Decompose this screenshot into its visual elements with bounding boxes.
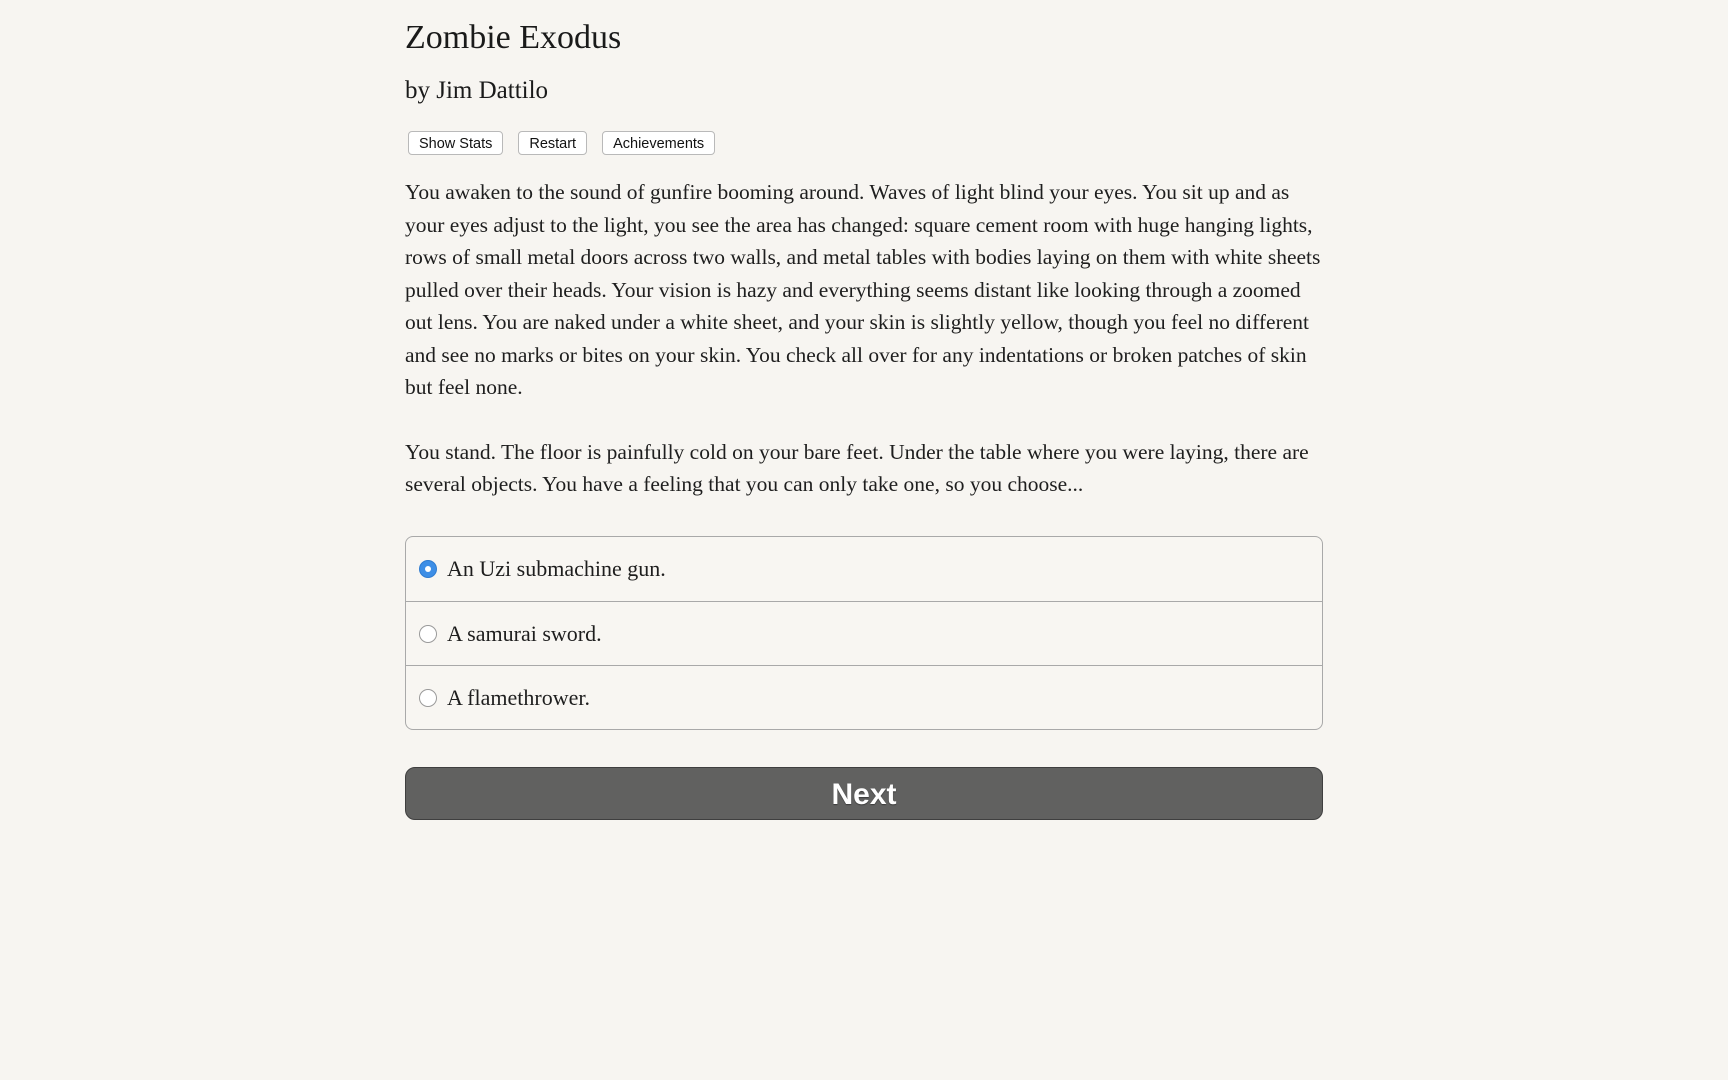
- toolbar: [408, 131, 715, 155]
- next-button[interactable]: Next: [405, 767, 1323, 820]
- game-author: by Jim Dattilo: [405, 77, 549, 104]
- choice-list: [405, 536, 1323, 730]
- choice-uzi[interactable]: [406, 537, 1322, 601]
- radio-button-icon[interactable]: [419, 560, 437, 578]
- achievements-button[interactable]: Achievements: [602, 131, 715, 155]
- story-paragraph: You awaken to the sound of gunfire booming around. Waves of light blind your eyes. You sit up and as your eyes adjust to the light, you see the area has changed: square cement room with huge hanging lights, rows of small metal doors across two walls, and metal tables with bodies laying on them with white sheets pulled over their heads. Your vision is hazy and everything seems distant like looking through a zoomed out lens. You are naked under a white sheet, and your skin is slightly yellow, though you feel no different and see no marks or bites on your skin. You check all over for any indentations or broken patches of skin but feel none.: [405, 180, 1321, 399]
- choice-label: A flamethrower.: [447, 684, 590, 710]
- choice-flamethrower[interactable]: [406, 665, 1322, 729]
- choice-label: A samurai sword.: [447, 620, 602, 646]
- story-paragraph: You stand. The floor is painfully cold on your bare feet. Under the table where you were laying, there are several objects. You have a feeling that you can only take one, so you choose...: [405, 439, 1309, 496]
- story-text: [405, 176, 1323, 533]
- restart-button[interactable]: Restart: [518, 131, 587, 155]
- show-stats-button[interactable]: Show Stats: [408, 131, 503, 155]
- choice-samurai-sword[interactable]: [406, 601, 1322, 665]
- game-title: Zombie Exodus: [405, 19, 622, 56]
- choice-label: An Uzi submachine gun.: [447, 556, 666, 581]
- radio-button-icon[interactable]: [419, 625, 437, 643]
- radio-button-icon[interactable]: [419, 689, 437, 707]
